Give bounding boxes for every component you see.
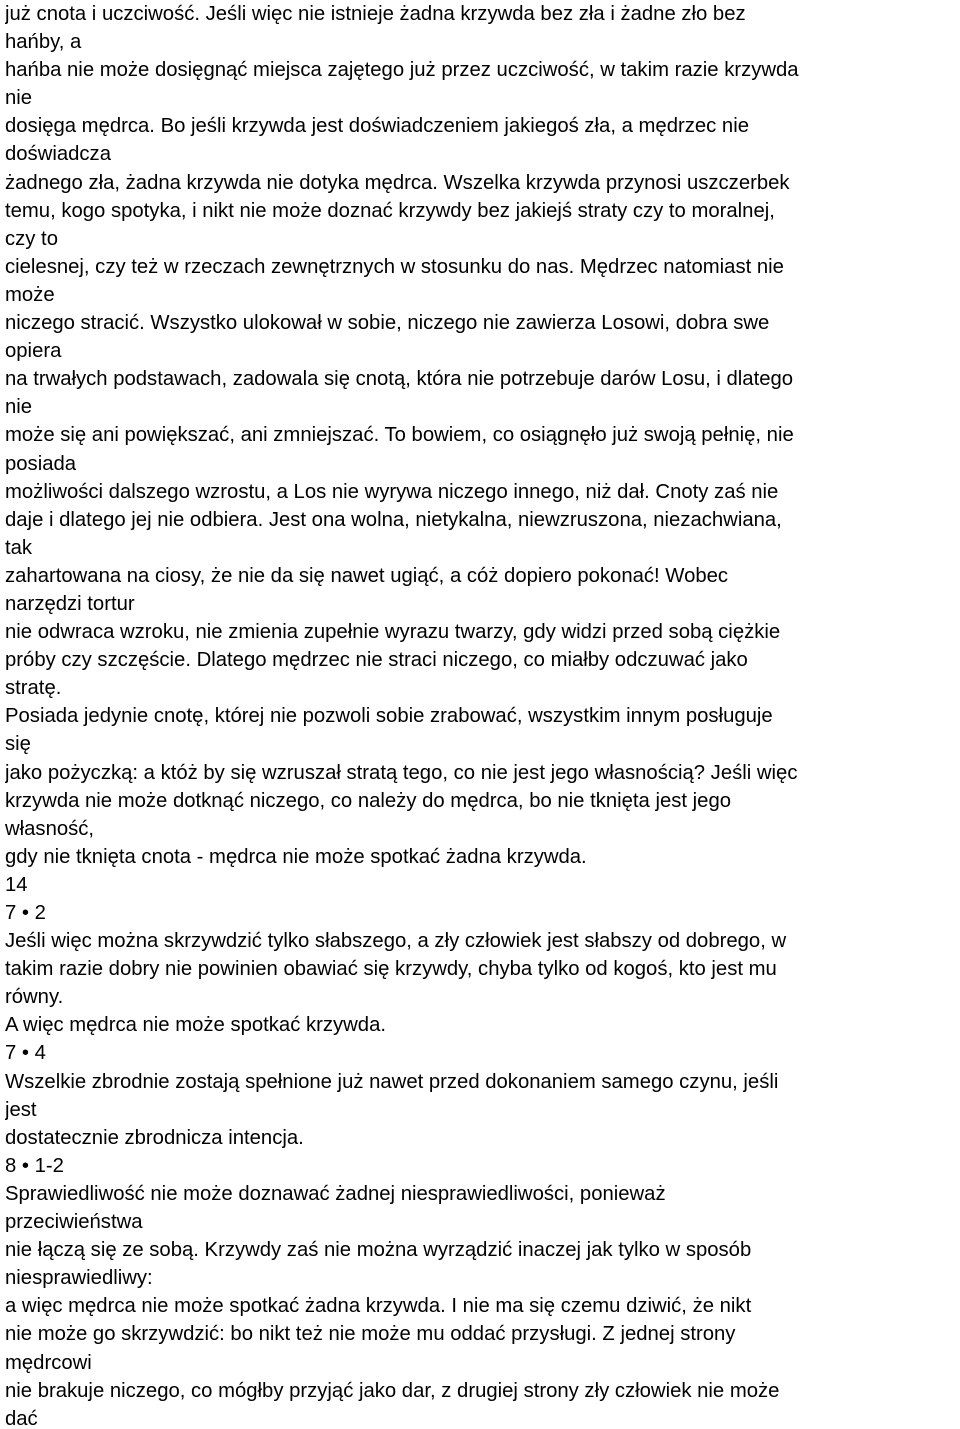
text-line: takim razie dobry nie powinien obawiać się krzywdy, chyba tylko od kogoś, kto jest mu (5, 958, 777, 981)
text-line: doświadcza (5, 143, 111, 166)
text-line: gdy nie tknięta cnota - mędrca nie może spotkać żadna krzywda. (5, 845, 587, 868)
text-line: Sprawiedliwość nie może doznawać żadnej niesprawiedliwości, ponieważ (5, 1182, 666, 1205)
text-line: Posiada jedynie cnotę, której nie pozwoli sobie zrabować, wszystkim innym posługuje (5, 705, 773, 728)
text-line: tak (5, 536, 33, 559)
text-line: żadnego zła, żadna krzywda nie dotyka mędrca. Wszelka krzywda przynosi uszczerbek (5, 171, 790, 194)
text-line: posiada (5, 452, 77, 475)
text-line: może się ani powiększać, ani zmniejszać. To bowiem, co osiągnęło już swoją pełnię, nie (5, 424, 794, 447)
text-line: nie może go skrzywdzić: bo nikt też nie może mu oddać przysługi. Z jednej strony (5, 1323, 736, 1346)
text-line: próby czy szczęście. Dlatego mędrzec nie straci niczego, co miałby odczuwać jako (5, 649, 748, 672)
text-line: własność, (5, 817, 95, 840)
text-line: dosięga mędrca. Bo jeśli krzywda jest doświadczeniem jakiegoś zła, a mędrzec nie (5, 115, 749, 138)
text-line: już cnota i uczciwość. Jeśli więc nie istnieje żadna krzywda bez zła i żadne zło bez (5, 3, 746, 25)
text-line: 8 • 1-2 (5, 1154, 64, 1177)
text-line: dostatecznie zbrodnicza intencja. (5, 1126, 304, 1149)
text-line: możliwości dalszego wzrostu, a Los nie wyrywa niczego innego, niż dał. Cnoty zaś nie (5, 480, 779, 503)
text-line: przeciwieństwa (5, 1211, 143, 1234)
text-line: równy. (5, 986, 64, 1009)
text-line: Jeśli więc można skrzywdzić tylko słabszego, a zły człowiek jest słabszy od dobrego, w (5, 930, 787, 953)
text-line: stratę. (5, 677, 62, 700)
text-line: daje i dlatego jej nie odbiera. Jest ona wolna, nietykalna, niewzruszona, niezachwiana, (5, 508, 782, 531)
text-line: nie brakuje niczego, co mógłby przyjąć jako dar, z drugiej strony zły człowiek nie może (5, 1379, 780, 1402)
text-line: jako pożyczką: a któż by się wzruszał stratą tego, co nie jest jego własnością? Jeśli więc (5, 761, 798, 784)
text-line: niczego stracić. Wszystko ulokował w sobie, niczego nie zawierza Losowi, dobra swe (5, 312, 770, 335)
text-line: A więc mędrca nie może spotkać krzywda. (5, 1014, 386, 1037)
text-line: zahartowana na ciosy, że nie da się nawet ugiąć, a cóż dopiero pokonać! Wobec (5, 564, 729, 587)
text-line: się (5, 733, 31, 756)
text-line: a więc mędrca nie może spotkać żadna krzywda. I nie ma się czemu dziwić, że nikt (5, 1295, 752, 1318)
text-line: opiera (5, 340, 62, 363)
text-line: hańby, a (5, 31, 82, 54)
text-line: nie (5, 396, 33, 419)
text-line: czy to (5, 227, 58, 250)
text-line: na trwałych podstawach, zadowala się cnotą, która nie potrzebuje darów Losu, i dlatego (5, 368, 794, 391)
text-line: krzywda nie może dotknąć niczego, co należy do mędrca, bo nie tknięta jest jego (5, 789, 732, 812)
text-line: jest (5, 1098, 37, 1121)
text-line: niesprawiedliwy: (5, 1267, 153, 1290)
text-line: nie łączą się ze sobą. Krzywdy zaś nie można wyrządzić inaczej jak tylko w sposób (5, 1239, 752, 1262)
text-line: mędrcowi (5, 1351, 92, 1374)
text-line: nie (5, 87, 33, 110)
text-line: 7 • 2 (5, 902, 46, 924)
text-line: temu, kogo spotyka, i nikt nie może doznać krzywdy bez jakiejś straty czy to moralnej, (5, 199, 775, 222)
text-body (5, 0, 956, 1429)
text-line: cielesnej, czy też w rzeczach zewnętrznych w stosunku do nas. Mędrzec natomiast nie (5, 255, 784, 278)
text-line: Wszelkie zbrodnie zostają spełnione już nawet przed dokonaniem samego czynu, jeśli (5, 1070, 779, 1093)
text-line: dać (5, 1407, 38, 1429)
text-line: nie odwraca wzroku, nie zmienia zupełnie wyrazu twarzy, gdy widzi przed sobą ciężkie (5, 621, 781, 644)
text-line: może (5, 283, 55, 306)
text-line: 14 (5, 873, 28, 896)
text-line: hańba nie może dosięgnąć miejsca zajętego już przez uczciwość, w takim razie krzywda (5, 59, 799, 82)
text-line: narzędzi tortur (5, 592, 135, 615)
text-line: 7 • 4 (5, 1042, 46, 1065)
